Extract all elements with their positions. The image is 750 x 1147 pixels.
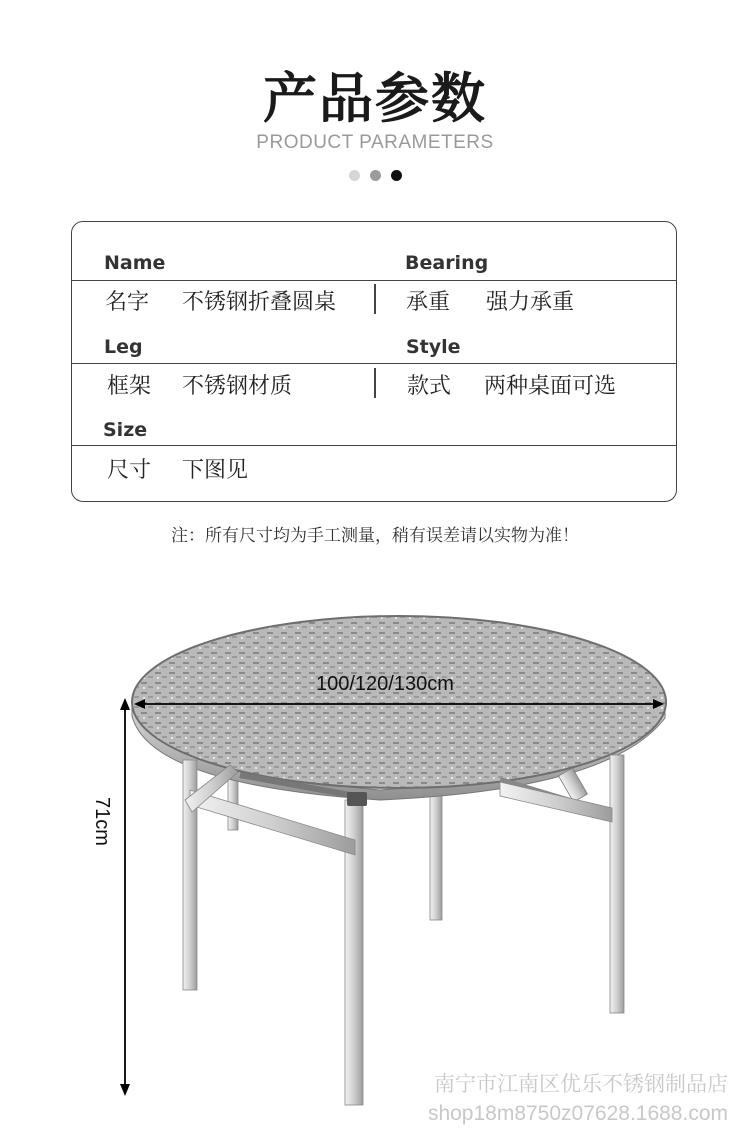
diameter-label: 100/120/130cm [316,673,454,695]
url-watermark: shop18m8750z07628.1688.com [427,1102,728,1125]
leg-key: 框架 [107,374,152,399]
label-bearing: Bearing [405,252,489,274]
style-value: 两种桌面可选 [484,374,617,399]
label-style: Style [406,336,461,358]
bearing-value: 强力承重 [486,290,575,315]
page-subtitle: PRODUCT PARAMETERS [256,132,494,153]
label-size: Size [103,419,148,441]
dot-dark [391,170,402,181]
leg-value: 不锈钢材质 [182,374,293,399]
dot-mid [370,170,381,181]
name-value: 不锈钢折叠圆桌 [182,290,337,315]
divider-row-3 [72,445,676,446]
divider-row-1 [72,280,676,281]
label-leg: Leg [104,336,143,358]
parameters-card [71,221,677,502]
page-title: 产品参数 [263,67,487,130]
divider-row-2 [72,363,676,364]
style-key: 款式 [407,374,452,399]
decorative-dots [0,170,750,181]
measurement-note: 注：所有尺寸均为手工测量，稍有误差请以实物为准！ [171,526,579,546]
size-value: 下图见 [182,458,249,483]
divider-vertical-2 [374,368,376,398]
name-key: 名字 [105,290,150,315]
size-key: 尺寸 [107,458,152,483]
label-name: Name [104,252,166,274]
shop-watermark: 南宁市江南区优乐不锈钢制品店 [434,1073,728,1096]
height-label: 71cm [90,797,113,846]
product-image [0,600,750,1143]
divider-vertical-1 [374,284,376,314]
bearing-key: 承重 [406,290,451,315]
dot-light [349,170,360,181]
